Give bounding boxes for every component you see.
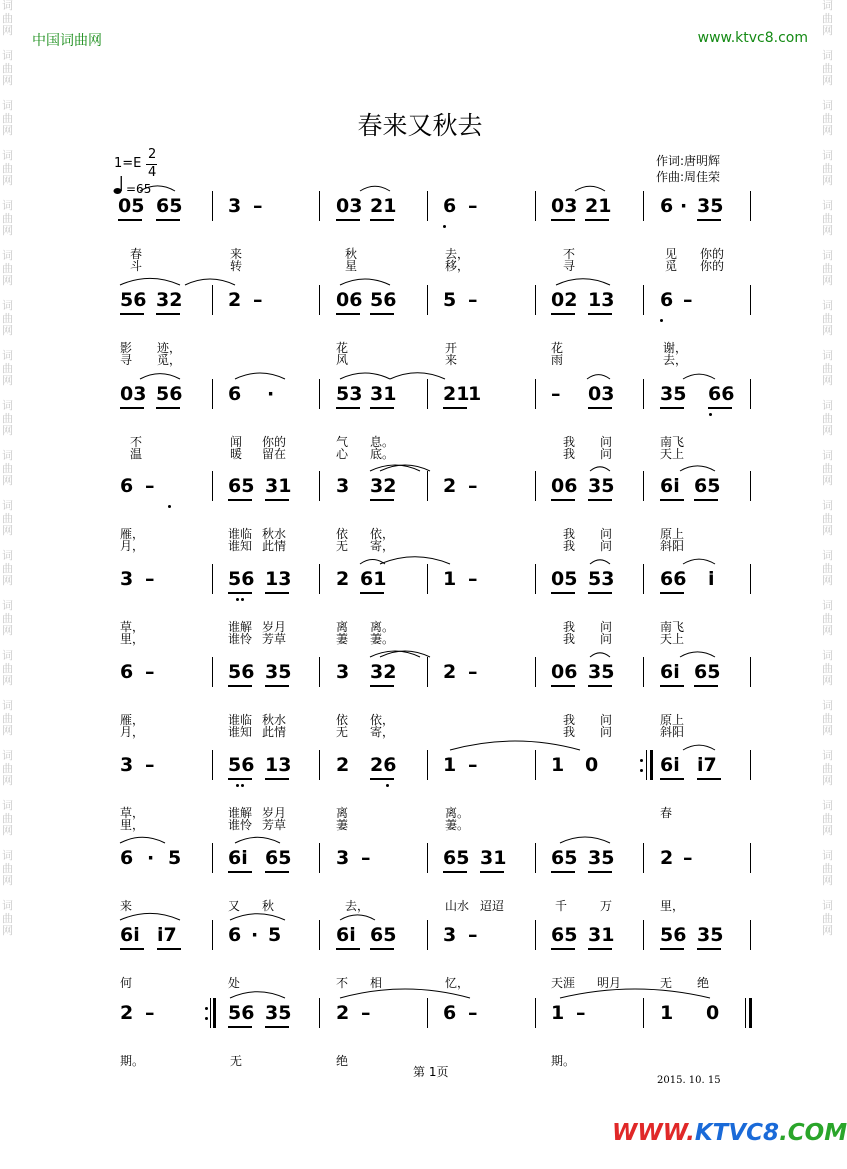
slur-arc — [140, 374, 180, 379]
lyric-verse2: 斜阳 — [660, 539, 685, 553]
lyric-verse2: 来 — [445, 353, 458, 367]
lyric-verse1: 无 — [230, 1054, 243, 1068]
note-token: 56 — [370, 289, 397, 311]
note-token: 3 — [228, 195, 242, 217]
lyric-verse1: 我 — [563, 527, 576, 541]
note-token: 61 — [360, 568, 387, 590]
note-token: 32 — [156, 289, 183, 311]
lyric-verse2: 此情 — [262, 725, 287, 739]
note-token: 31 — [370, 383, 397, 405]
date-stamp: 2015. 10. 15 — [657, 1075, 721, 1086]
lyric-verse1: 去， — [445, 247, 470, 261]
note-token: 5 — [168, 847, 182, 869]
lyric-verse1: 离。 — [370, 620, 395, 634]
note-token: 6 — [443, 195, 457, 217]
note-token: 65 — [551, 847, 578, 869]
lyric-verse1: 又 — [228, 899, 241, 913]
lyric-verse1: 问 — [600, 435, 613, 449]
note-token: 35 — [265, 1002, 292, 1024]
lyric-verse1: 雁， — [120, 713, 145, 727]
lyric-verse2: 觅， — [157, 353, 182, 367]
note-token: 6i — [336, 924, 356, 946]
lyric-verse1: 绝 — [697, 976, 710, 990]
lyric-verse1: 千 — [555, 899, 568, 913]
note-token: 56 — [228, 661, 255, 683]
note-token: 6i — [660, 754, 680, 776]
lyric-verse1: 开 — [445, 341, 458, 355]
slur-arc — [360, 186, 390, 191]
note-token: 35 — [588, 661, 615, 683]
lyric-verse1: 依 — [336, 713, 349, 727]
note-token: 3 — [443, 924, 457, 946]
lyric-verse2: 问 — [600, 632, 613, 646]
note-token: 6 — [120, 475, 134, 497]
lyric-verse1: 原上 — [660, 713, 685, 727]
note-token: 6 — [228, 924, 242, 946]
logo-part-com: .COM — [779, 1120, 847, 1146]
tempo-marking: =65 — [126, 182, 152, 196]
lyric-verse2: 去， — [663, 353, 688, 367]
note-token: 53 — [336, 383, 363, 405]
lyric-verse2: 风 — [336, 353, 349, 367]
note-token: 1 — [551, 754, 565, 776]
lyric-verse2: 月， — [120, 725, 145, 739]
note-token: 0 — [585, 754, 599, 776]
lyric-verse1: 南飞 — [660, 620, 685, 634]
note-token: 35 — [265, 661, 292, 683]
lyric-verse1: 何 — [120, 976, 133, 990]
slur-arc — [450, 741, 580, 750]
lyric-verse1: 你的 — [262, 435, 287, 449]
note-token: 2 — [443, 661, 457, 683]
lyric-verse2: 谁知 — [228, 725, 253, 739]
note-token: 5 — [268, 924, 282, 946]
lyric-verse2: 觅 — [665, 259, 678, 273]
lyric-verse1: 依， — [370, 527, 395, 541]
slur-arc — [235, 373, 285, 379]
lyric-verse2: 星 — [345, 259, 358, 273]
lyric-verse1: 忆， — [445, 976, 470, 990]
lyric-verse2: 我 — [563, 539, 576, 553]
note-token: 26 — [370, 754, 397, 776]
note-token: – — [253, 195, 263, 217]
note-token: 2 — [228, 289, 242, 311]
lyric-verse1: 原上 — [660, 527, 685, 541]
lyric-verse2: 无 — [336, 725, 349, 739]
note-token: 6 — [228, 383, 242, 405]
note-token: 3 — [120, 568, 134, 590]
note-token: 65 — [156, 195, 183, 217]
note-token: 56 — [228, 568, 255, 590]
note-token: – — [683, 289, 693, 311]
slur-arc — [380, 557, 450, 564]
lyric-verse1: 气 — [336, 435, 349, 449]
note-token: 3 — [336, 475, 350, 497]
lyric-verse2: 谁怜 — [228, 632, 253, 646]
lyric-verse2: 留在 — [262, 447, 287, 461]
note-token: 02 — [551, 289, 578, 311]
note-token: i — [708, 568, 715, 590]
lyric-verse2: 心 — [336, 447, 349, 461]
lyric-verse1: 来 — [120, 899, 133, 913]
note-token: 06 — [336, 289, 363, 311]
note-token: 66 — [708, 383, 735, 405]
note-token: – — [468, 475, 478, 497]
lyric-verse2: 谁知 — [228, 539, 253, 553]
lyric-verse2: 雨 — [551, 353, 564, 367]
slur-arc — [340, 279, 390, 285]
note-token: 0 — [706, 1002, 720, 1024]
lyric-verse1: 影 — [120, 341, 133, 355]
note-token: 35 — [697, 924, 724, 946]
note-token: – — [145, 754, 155, 776]
lyric-verse1: 万 — [600, 899, 613, 913]
lyric-verse2: 我 — [563, 725, 576, 739]
note-token: · — [267, 383, 275, 405]
note-token: 6 — [443, 1002, 457, 1024]
lyric-verse1: 谁解 — [228, 620, 253, 634]
lyric-verse1: 我 — [563, 713, 576, 727]
lyric-verse1: 来 — [230, 247, 243, 261]
note-token: – — [576, 1002, 586, 1024]
lyric-verse1: 谁临 — [228, 713, 253, 727]
note-token: 65 — [551, 924, 578, 946]
lyric-verse1: 去， — [345, 899, 370, 913]
lyric-verse1: 迹， — [157, 341, 182, 355]
note-token: 2 — [660, 847, 674, 869]
lyric-verse1: 息。 — [370, 435, 395, 449]
lyric-verse2: 无 — [336, 539, 349, 553]
lyric-verse2: 寄， — [370, 725, 395, 739]
note-token: 1 — [443, 568, 457, 590]
lyric-verse1: 闻 — [230, 435, 243, 449]
note-token: 6i — [228, 847, 248, 869]
page-number: 第 1页 — [413, 1065, 449, 1079]
lyric-verse1: 绝 — [336, 1054, 349, 1068]
note-token: 56 — [156, 383, 183, 405]
slur-arc — [590, 560, 610, 564]
slur-arc — [230, 992, 285, 998]
note-token: – — [468, 289, 478, 311]
note-token: 2 — [443, 475, 457, 497]
note-token: – — [468, 661, 478, 683]
slur-arc — [683, 374, 715, 379]
note-token: 65 — [228, 475, 255, 497]
lyric-verse1: 相 — [370, 976, 383, 990]
time-signature-top: 2 — [148, 147, 157, 162]
note-token: – — [361, 847, 371, 869]
note-token: 03 — [120, 383, 147, 405]
note-token: 21 — [370, 195, 397, 217]
note-token: 2 — [336, 1002, 350, 1024]
lyric-verse2: 寄， — [370, 539, 395, 553]
note-token: 03 — [588, 383, 615, 405]
note-token: 13 — [265, 754, 292, 776]
note-token: 1 — [660, 1002, 674, 1024]
lyric-verse2: 萋 — [336, 818, 349, 832]
site-url-right[interactable]: www.ktvc8.com — [697, 30, 808, 46]
lyric-verse2: 天上 — [660, 447, 685, 461]
lyric-verse2: 萋 — [336, 632, 349, 646]
composer-credit: 作曲:周佳荣 — [656, 170, 721, 184]
slur-arc — [120, 278, 180, 285]
slur-arc — [680, 466, 715, 471]
lyric-verse2: 寻 — [120, 353, 133, 367]
note-token: 03 — [551, 195, 578, 217]
lyric-verse1: 问 — [600, 620, 613, 634]
note-token: 56 — [660, 924, 687, 946]
lyric-verse2: 斜阳 — [660, 725, 685, 739]
note-token: – — [551, 383, 561, 405]
slur-arc — [587, 375, 610, 379]
lyric-verse1: 花 — [551, 341, 564, 355]
lyric-verse1: 草， — [120, 806, 145, 820]
note-token: 06 — [551, 661, 578, 683]
lyric-verse1: 见 — [665, 247, 678, 261]
note-token: 6i — [660, 475, 680, 497]
slur-arc — [590, 653, 610, 657]
note-token: – — [468, 568, 478, 590]
lyric-verse1: 谁解 — [228, 806, 253, 820]
slur-arc — [390, 373, 445, 379]
lyric-verse1: 依 — [336, 527, 349, 541]
lyric-verse1: 你的 — [700, 247, 725, 261]
note-token: – — [145, 661, 155, 683]
lyric-verse1: 依， — [370, 713, 395, 727]
note-token: 3 — [120, 754, 134, 776]
note-token: 65 — [265, 847, 292, 869]
ktvc8-logo[interactable] — [612, 1120, 847, 1146]
lyric-verse1: 南飞 — [660, 435, 685, 449]
note-token: · — [680, 195, 688, 217]
lyric-verse1: 不 — [130, 435, 143, 449]
slur-arc — [140, 186, 175, 191]
lyric-verse1: 岁月 — [262, 620, 287, 634]
lyric-verse1: 谁临 — [228, 527, 253, 541]
note-token: 66 — [660, 568, 687, 590]
logo-part-www: WWW. — [612, 1120, 695, 1146]
note-token: 56 — [228, 1002, 255, 1024]
lyric-verse1: 问 — [600, 713, 613, 727]
note-token: 6 — [660, 289, 674, 311]
note-token: 13 — [588, 289, 615, 311]
lyric-verse2: 月， — [120, 539, 145, 553]
lyric-verse2: 里， — [120, 818, 145, 832]
note-token: – — [468, 1002, 478, 1024]
slur-arc — [575, 186, 605, 191]
slur-arc — [680, 652, 715, 657]
lyric-verse1: 无 — [660, 976, 673, 990]
note-token: 6 — [660, 195, 674, 217]
note-token: – — [145, 1002, 155, 1024]
lyric-verse1: 秋水 — [262, 527, 287, 541]
lyric-verse2: 寻 — [563, 259, 576, 273]
lyric-verse2: 问 — [600, 447, 613, 461]
note-token: 2 — [120, 1002, 134, 1024]
note-token: 31 — [480, 847, 507, 869]
slur-arc — [560, 989, 710, 998]
note-token: – — [253, 289, 263, 311]
note-token: 6i — [120, 924, 140, 946]
lyric-verse1: 明月 — [597, 976, 622, 990]
time-signature-bottom: 4 — [148, 165, 157, 180]
lyric-verse2: 转 — [230, 259, 243, 273]
note-token: 56 — [228, 754, 255, 776]
note-token: 32 — [370, 661, 397, 683]
note-token: 31 — [265, 475, 292, 497]
lyric-verse1: 春 — [660, 806, 673, 820]
watermark-right: 词 曲 网 词 曲 网 词 曲 网 词 曲 网 词 曲 网 词 曲 网 词 曲 网 词 曲 网 词 曲 网 词 曲 网 词 曲 网 词 曲 网 词 曲 网 词 曲 网 词 曲 网 词 曲 网 词 曲 网 词 曲 网 词 曲 网 — [822, 0, 833, 937]
note-token: 05 — [118, 195, 145, 217]
note-token: 21 — [443, 383, 470, 405]
note-token: – — [683, 847, 693, 869]
note-token: 53 — [588, 568, 615, 590]
note-token: – — [468, 754, 478, 776]
lyric-verse1: 不 — [336, 976, 349, 990]
slur-arc — [560, 837, 610, 843]
lyric-verse2: 萋。 — [445, 818, 470, 832]
slur-arc — [590, 467, 610, 471]
note-token: – — [468, 195, 478, 217]
slur-arc — [185, 279, 235, 285]
note-token: – — [145, 475, 155, 497]
note-token: 21 — [585, 195, 612, 217]
lyric-verse1: 岁月 — [262, 806, 287, 820]
note-token: 65 — [694, 661, 721, 683]
lyric-verse1: 秋水 — [262, 713, 287, 727]
lyric-verse1: 花 — [336, 341, 349, 355]
lyric-verse2: 芳草 — [262, 818, 287, 832]
note-token: – — [145, 568, 155, 590]
lyric-verse2: 暖 — [230, 447, 243, 461]
note-token: 6 — [120, 661, 134, 683]
note-token: 65 — [370, 924, 397, 946]
note-token: 31 — [588, 924, 615, 946]
lyric-verse1: 秋 — [262, 899, 275, 913]
note-token: 32 — [370, 475, 397, 497]
note-token: 35 — [697, 195, 724, 217]
note-token: 2 — [336, 754, 350, 776]
lyric-verse1: 我 — [563, 620, 576, 634]
key-signature: 1=E — [114, 156, 142, 171]
watermark-left: 词 曲 网 词 曲 网 词 曲 网 词 曲 网 词 曲 网 词 曲 网 词 曲 网 词 曲 网 词 曲 网 词 曲 网 词 曲 网 词 曲 网 词 曲 网 词 曲 网 词 曲 网 词 曲 网 词 曲 网 词 曲 网 词 曲 网 — [2, 0, 13, 937]
lyric-verse1: 秋 — [345, 247, 358, 261]
slur-arc — [340, 989, 470, 998]
note-token: – — [468, 924, 478, 946]
lyric-verse2: 底。 — [370, 447, 395, 461]
slur-arc — [340, 915, 375, 920]
note-token: 1 — [551, 1002, 565, 1024]
note-token: 3 — [336, 661, 350, 683]
note-token: 13 — [265, 568, 292, 590]
note-token: 5 — [443, 289, 457, 311]
slur-arc — [340, 373, 390, 379]
lyric-verse2: 你的 — [700, 259, 725, 273]
lyric-verse2: 我 — [563, 632, 576, 646]
logo-part-ktvc8: KTVC8 — [694, 1120, 780, 1146]
lyric-verse2: 问 — [600, 539, 613, 553]
lyric-verse2: 我 — [563, 447, 576, 461]
site-name-left[interactable]: 中国词曲网 — [32, 33, 102, 49]
lyric-verse1: 离 — [336, 806, 349, 820]
slur-arc — [683, 559, 715, 564]
note-token: 65 — [694, 475, 721, 497]
lyric-verse2: 谁怜 — [228, 818, 253, 832]
note-token: 35 — [588, 847, 615, 869]
note-token: · — [147, 847, 155, 869]
lyric-verse1: 不 — [563, 247, 576, 261]
lyric-verse2: 温 — [130, 447, 143, 461]
lyric-verse1: 期。 — [551, 1054, 576, 1068]
lyric-verse1: 迢迢 — [480, 899, 505, 913]
lyric-verse1: 谢， — [663, 341, 688, 355]
lyric-verse1: 处 — [228, 976, 241, 990]
lyric-verse1: 我 — [563, 435, 576, 449]
lyric-verse2: 移， — [445, 259, 470, 273]
note-token: 56 — [120, 289, 147, 311]
note-token: 06 — [551, 475, 578, 497]
note-token: · — [251, 924, 259, 946]
note-token: i7 — [157, 924, 177, 946]
lyric-verse1: 山水 — [445, 899, 470, 913]
lyric-verse1: 天涯 — [551, 976, 576, 990]
lyricist-credit: 作词:唐明辉 — [656, 154, 721, 168]
note-token: 35 — [660, 383, 687, 405]
note-token: 6 — [120, 847, 134, 869]
note-token: 1 — [468, 383, 482, 405]
lyric-verse2: 里， — [120, 632, 145, 646]
note-token: 3 — [336, 847, 350, 869]
note-token: 6i — [660, 661, 680, 683]
note-token: 35 — [588, 475, 615, 497]
lyric-verse1: 离 — [336, 620, 349, 634]
note-token: 05 — [551, 568, 578, 590]
slur-arc — [120, 837, 165, 843]
lyric-verse2: 问 — [600, 725, 613, 739]
slur-arc — [235, 837, 280, 843]
note-token: 1 — [443, 754, 457, 776]
song-title: 春来又秋去 — [357, 111, 483, 140]
lyric-verse1: 问 — [600, 527, 613, 541]
lyric-verse1: 期。 — [120, 1054, 145, 1068]
lyric-verse1: 里， — [660, 899, 685, 913]
lyric-verse2: 斗 — [130, 259, 143, 273]
lyric-verse1: 雁， — [120, 527, 145, 541]
slur-arc — [120, 913, 180, 920]
lyric-verse1: 离。 — [445, 806, 470, 820]
lyric-verse2: 芳草 — [262, 632, 287, 646]
slur-arc — [683, 745, 715, 750]
note-token: 2 — [336, 568, 350, 590]
lyric-verse2: 萋。 — [370, 632, 395, 646]
note-token: – — [361, 1002, 371, 1024]
lyric-verse2: 天上 — [660, 632, 685, 646]
slur-arc — [230, 914, 285, 920]
lyric-verse2: 此情 — [262, 539, 287, 553]
slur-arc — [556, 279, 610, 285]
note-token: 03 — [336, 195, 363, 217]
lyric-verse1: 草， — [120, 620, 145, 634]
note-token: 65 — [443, 847, 470, 869]
lyric-verse1: 春 — [130, 247, 143, 261]
note-token: i7 — [697, 754, 717, 776]
